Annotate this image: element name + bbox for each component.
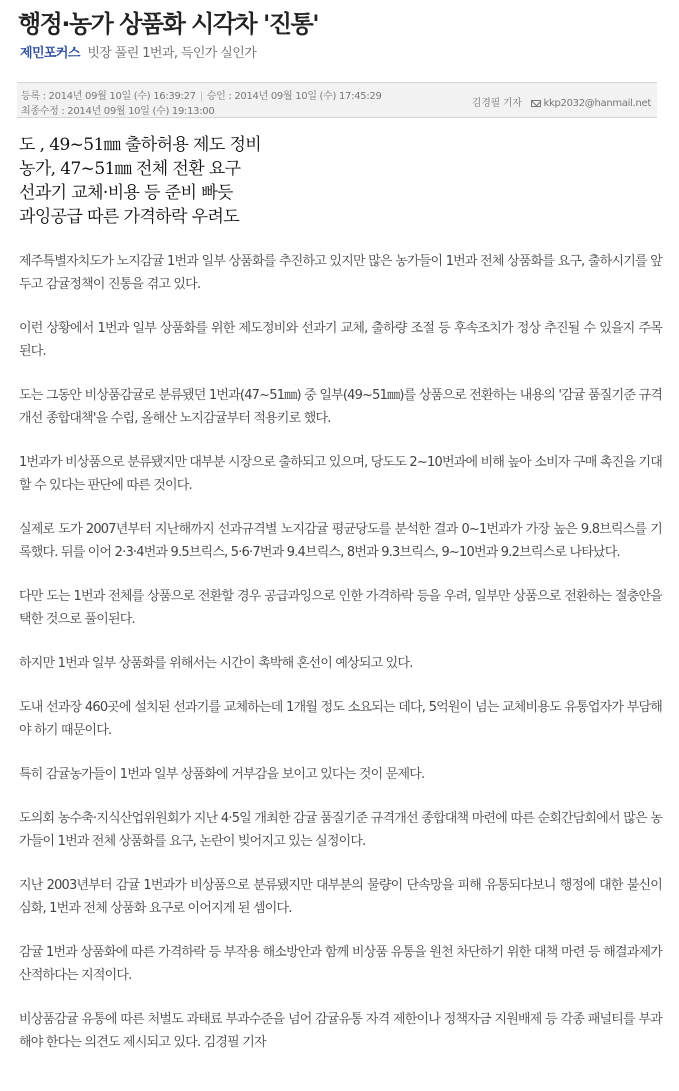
sub-headlines	[19, 133, 261, 229]
body-paragraph: 도의회 농수축·지식산업위원회가 지난 4·5일 개최한 감귤 품질기준 규격개선 종합대책 마련에 따른 순회간담회에서 많은 농가들이 1번과 전체 상품화를 요구, 논란이 빚어지고 있는 실정이다.	[19, 811, 662, 849]
body-paragraph: 하지만 1번과 일부 상품화를 위해서는 시간이 촉박해 혼선이 예상되고 있다.	[19, 656, 413, 671]
subtitle-text: 빗장 풀린 1번과, 득인가 실인가	[87, 46, 257, 61]
body-paragraph: 지난 2003년부터 감귤 1번과가 비상품으로 분류됐지만 대부분의 물량이 단속망을 피해 유통되다보니 행정에 대한 불신이 심화, 1번과 전체 상품화 요구로 이어지게 된 셈이다.	[19, 878, 662, 916]
body-paragraph: 이런 상황에서 1번과 일부 상품화를 위한 제도정비와 선과기 교체, 출하량 조절 등 후속조치가 정상 추진될 수 있을지 주목된다.	[19, 321, 662, 359]
sub-headline: 도 , 49~51㎜ 출하허용 제도 정비	[19, 135, 262, 155]
body-paragraph: 특히 감귤농가들이 1번과 일부 상품화에 거부감을 보이고 있다는 것이 문제다.	[19, 767, 425, 782]
body-paragraph: 제주특별자치도가 노지감귤 1번과 일부 상품화를 추진하고 있지만 많은 농가들이 1번과 전체 상품화를 요구, 출하시기를 앞두고 감귤정책이 진통을 겪고 있다.	[19, 254, 662, 292]
sub-headline: 선과기 교체·비용 등 준비 빠듯	[19, 183, 233, 203]
approved-date: 승인 : 2014년 09월 10일 (수) 17:45:29	[206, 91, 382, 102]
modified-date: 최종수정 : 2014년 09월 10일 (수) 19:13:00	[21, 106, 215, 117]
registered-date: 등록 : 2014년 09월 10일 (수) 16:39:27	[21, 91, 196, 102]
article-title: 행정·농가 상품화 시각차 '진통'	[18, 10, 319, 38]
meta-separator: |	[199, 91, 203, 102]
reporter-name: 김경필 기자	[471, 98, 522, 109]
body-paragraph: 1번과가 비상품으로 분류됐지만 대부분 시장으로 출하되고 있으며, 당도도 2~10번과에 비해 높아 소비자 구매 촉진을 기대할 수 있다는 판단에 따른 것이다.	[19, 455, 662, 493]
reporter-info	[472, 94, 651, 109]
meta-dates	[21, 87, 382, 102]
meta-modified-line	[21, 102, 214, 117]
body-paragraph: 도내 선과장 460곳에 설치된 선과기를 교체하는데 1개월 정도 소요되는 데다, 5억원이 넘는 교체비용도 유통업자가 부담해야 하기 때문이다.	[19, 700, 662, 738]
body-paragraph: 비상품감귤 유통에 따른 처벌도 과태료 부과수준을 넘어 감귤유통 자격 제한이나 정책자금 지원배제 등 각종 패널티를 부과해야 한다는 의견도 제시되고 있다. 김경필 기자	[19, 1012, 662, 1050]
body-paragraph: 실제로 도가 2007년부터 지난해까지 선과규격별 노지감귤 평균당도를 분석한 결과 0~1번과가 가장 높은 9.8브릭스를 기록했다. 뒤를 이어 2·3·4번과 9.5브릭스, 5·6·7번과 9.4브릭스, 8번과 9.3브릭스, 9~10번과 9.2브릭스로 나타났다.	[19, 522, 662, 560]
section-label[interactable]: 제민포커스	[20, 46, 80, 61]
article-body	[19, 250, 662, 1075]
body-paragraph: 도는 그동안 비상품감귤로 분류됐던 1번과(47~51㎜) 중 일부(49~51㎜)를 상품으로 전환하는 내용의 '감귤 품질기준 규격개선 종합대책'을 수립, 올해산 노지감귤부터 적용키로 했다.	[19, 388, 662, 426]
sub-headline: 과잉공급 따른 가격하락 우려도	[19, 207, 240, 227]
sub-headline: 농가, 47~51㎜ 전체 전환 요구	[19, 159, 241, 179]
body-paragraph: 감귤 1번과 상품화에 따른 가격하락 등 부작용 해소방안과 함께 비상품 유통을 원천 차단하기 위한 대책 마련 등 해결과제가 산적하다는 지적이다.	[19, 945, 662, 983]
mail-icon	[531, 100, 541, 107]
reporter-email[interactable]: kkp2032@hanmail.net	[543, 98, 651, 109]
article-meta	[17, 82, 657, 118]
body-paragraph: 다만 도는 1번과 전체를 상품으로 전환할 경우 공급과잉으로 인한 가격하락 등을 우려, 일부만 상품으로 전환하는 절충안을 택한 것으로 풀이된다.	[19, 589, 662, 627]
article-subtitle	[20, 42, 256, 61]
